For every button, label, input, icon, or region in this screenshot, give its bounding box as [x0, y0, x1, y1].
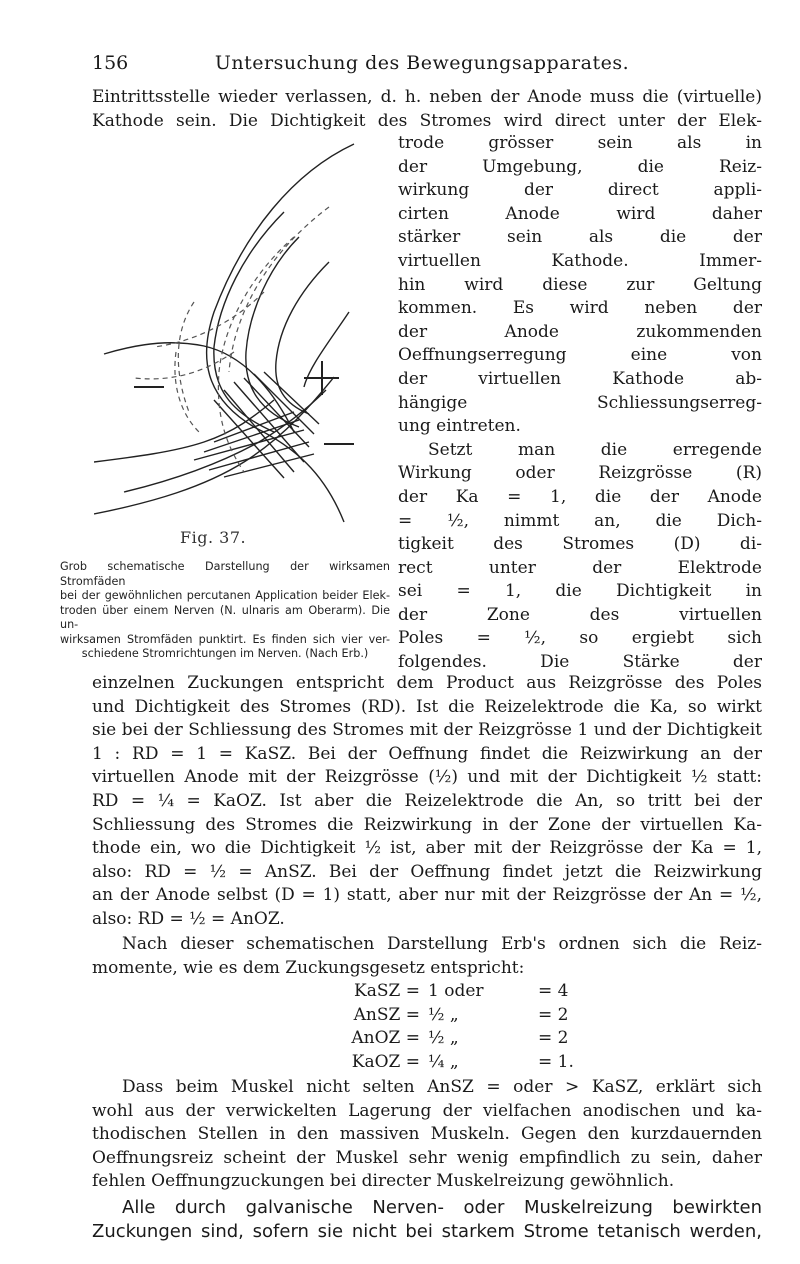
formula-row [312, 980, 608, 1004]
text-line: Oeffnungsreiz scheint der Muskel sehr wenig empfindlich zu sein, daher [92, 1147, 762, 1168]
text-line: tigkeit des Stromes (D) di- [398, 534, 762, 555]
final-paragraph [92, 1196, 762, 1244]
text-line: cirten Anode wird daher [398, 203, 762, 224]
caption-line: schiedene Stromrichtungen im Nerven. (Nach Erb.) [81, 647, 369, 660]
formula-left: KaSZ = [354, 981, 420, 1001]
text-line: Eintrittsstelle wieder verlassen, d. h. neben der Anode muss die (virtuelle) [92, 87, 762, 107]
text-line: der Anode zukommenden [398, 321, 762, 342]
text-line: 1 : RD = 1 = KaSZ. Bei der Oeffnung findet die Reizwirkung an der [92, 743, 762, 764]
wrapped-column [398, 132, 762, 675]
caption-line: Grob schematische Darstellung der wirksamen Stromfäden [60, 560, 390, 588]
formula-right: = 2 [538, 1004, 569, 1025]
formula-row [312, 1027, 608, 1051]
text-line: an der Anode selbst (D = 1) statt, aber nur mit der Reizgrösse der An = ½, [92, 885, 762, 906]
text-line: = ½, nimmt an, die Dich- [398, 510, 762, 531]
formula-mid: ½ „ [428, 1028, 459, 1049]
text-line: Kathode sein. Die Dichtigkeit des Stromes wird direct unter der Elek- [92, 110, 762, 131]
formula-mid: ½ „ [428, 1004, 459, 1025]
text-line: thode ein, wo die Dichtigkeit ½ ist, aber mit der Reizgrösse der Ka = 1, [92, 838, 762, 859]
text-line: Wirkung oder Reizgrösse (R) [398, 463, 762, 484]
text-line: Oeffnungserregung eine von [398, 345, 762, 366]
ineffective-current-line [229, 207, 329, 372]
text-line: wohl aus der verwickelten Lagerung der vielfachen anodischen und ka- [92, 1100, 762, 1121]
text-line: der virtuellen Kathode ab- [398, 368, 762, 389]
figure-caption [60, 560, 390, 662]
formula-mid: 1 oder [428, 981, 484, 1001]
caption-line: wirksamen Stromfäden punktirt. Es finden sich vier ver- [60, 632, 390, 646]
text-line: ung eintreten. [398, 416, 521, 437]
text-line: Setzt man die erregende [428, 439, 762, 460]
muscle-paragraph [92, 1076, 762, 1194]
text-line: Zuckungen sind, sofern sie nicht bei starkem Strome tetanisch werden, [92, 1221, 762, 1242]
page-header [92, 52, 752, 76]
text-line: der Umgebung, die Reiz- [398, 156, 762, 177]
formula-mid: ¼ „ [428, 1051, 459, 1072]
text-line: also: RD = ½ = AnSZ. Bei der Oeffnung findet jetzt die Reizwirkung [92, 861, 762, 882]
text-line: und Dichtigkeit des Stromes (RD). Ist die Reizelektrode die Ka, so wirkt [92, 696, 762, 717]
text-line: RD = ¼ = KaOZ. Ist aber die Reizelektrode die An, so tritt bei der [92, 790, 762, 811]
text-line: Poles = ½, so ergiebt sich [398, 628, 762, 649]
formula-row [312, 1004, 608, 1028]
text-line: fehlen Oeffnungzuckungen bei directer Muskelreizung gewöhnlich. [92, 1171, 675, 1192]
text-line: also: RD = ½ = AnOZ. [92, 908, 285, 929]
formula-left: AnSZ = [353, 1004, 420, 1025]
text-line: trode grösser sein als in [398, 133, 762, 153]
page-number: 156 [92, 52, 129, 74]
formula-row [312, 1051, 608, 1075]
text-line: der Zone des virtuellen [398, 604, 762, 625]
text-line: folgendes. Die Stärke der [398, 652, 762, 673]
formula-right: = 4 [538, 981, 569, 1001]
text-line: hin wird diese zur Geltung [398, 274, 762, 295]
formula-table [312, 980, 608, 1074]
caption-line: troden über einem Nerven (N. ulnaris am Oberarm). Die un- [60, 603, 390, 631]
text-line: einzelnen Zuckungen entspricht dem Product aus Reizgrösse des Poles [92, 673, 762, 693]
text-line: thodischen Stellen in den massiven Muskeln. Gegen den kurzdauernden [92, 1124, 762, 1145]
text-line: virtuellen Kathode. Immer- [398, 250, 762, 271]
formula-right: = 1. [538, 1051, 574, 1072]
figure-label: Fig. 37. [180, 528, 247, 547]
text-line: der Ka = 1, die der Anode [398, 486, 762, 507]
text-line: hängige Schliessungserreg- [398, 392, 762, 413]
ineffective-current-line [178, 302, 194, 412]
intro-paragraph [92, 86, 762, 133]
text-line: momente, wie es dem Zuckungsgesetz entspricht: [92, 957, 525, 978]
text-line: wirkung der direct appli- [398, 180, 762, 201]
electrode-marks [134, 361, 354, 444]
main-paragraph [92, 672, 762, 932]
text-line: rect unter der Elektrode [398, 557, 762, 578]
schema-paragraph [92, 933, 762, 980]
text-line: Nach dieser schematischen Darstellung Erb's ordnen sich die Reiz- [122, 934, 762, 954]
caption-line: bei der gewöhnlichen percutanen Application beider Elek- [60, 589, 390, 602]
text-line: virtuellen Anode mit der Reizgrösse (½) und mit der Dichtigkeit ½ statt: [92, 767, 762, 788]
text-line: stärker sein als die der [398, 227, 762, 248]
ineffective-current-line [134, 352, 234, 379]
formula-left: KaOZ = [351, 1051, 420, 1072]
text-line: kommen. Es wird neben der [398, 298, 762, 319]
text-line: Dass beim Muskel nicht selten AnSZ = oder > KaSZ, erklärt sich [122, 1077, 762, 1097]
running-title: Untersuchung des Bewegungsapparates. [214, 52, 630, 74]
current-line [304, 312, 349, 387]
formula-left: AnOZ = [351, 1028, 420, 1049]
text-line: Alle durch galvanische Nerven- oder Muskelreizung bewirkten [122, 1197, 762, 1218]
current-line [207, 144, 354, 522]
text-line: sei = 1, die Dichtigkeit in [398, 581, 762, 602]
text-line: sie bei der Schliessung des Stromes mit der Reizgrösse 1 und der Dichtigkeit [92, 720, 762, 741]
formula-right: = 2 [538, 1028, 569, 1049]
current-lines-figure [94, 142, 394, 538]
text-line: Schliessung des Stromes die Reizwirkung in der Zone der virtuellen Ka- [92, 814, 762, 835]
